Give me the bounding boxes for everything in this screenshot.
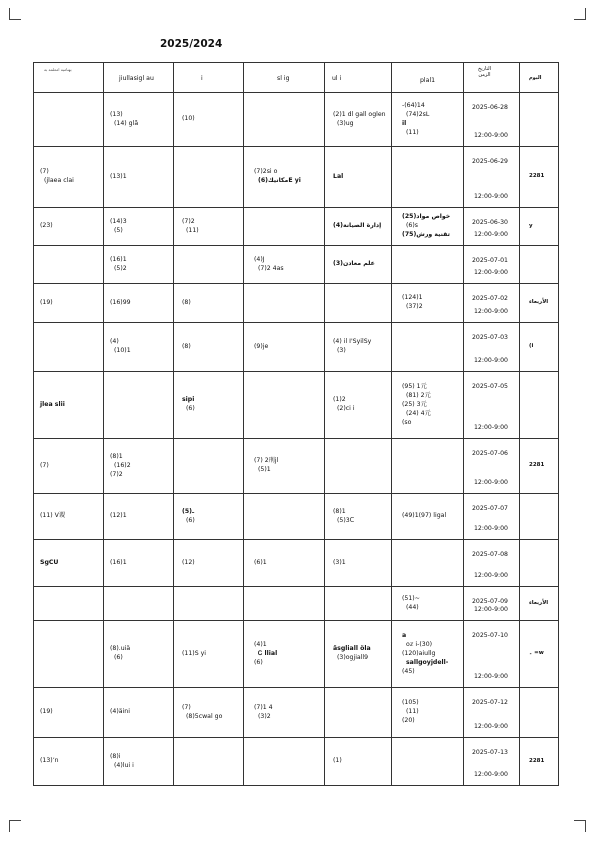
cell-entry: (3)ug: [337, 119, 354, 127]
cell-entry: sallgoyjdell-: [406, 658, 449, 666]
schedule-cell: [325, 323, 392, 372]
exam-date: 2025-07-05: [472, 383, 508, 390]
day-cell: [520, 494, 559, 540]
schedule-cell: [244, 284, 325, 323]
cell-entry: (19): [40, 298, 53, 306]
cell-entry: (16)1: [110, 255, 127, 263]
schedule-cell: [392, 147, 464, 208]
exam-time: 12:00-9:00: [474, 193, 508, 200]
header-cell: [244, 63, 325, 93]
schedule-cell: [325, 246, 392, 284]
day-label: 2281: [529, 462, 545, 468]
cell-entry: (49)1(97) ligal: [402, 512, 447, 519]
schedule-cell: [325, 147, 392, 208]
cell-entry: (6): [186, 516, 195, 524]
cell-entry: (25) 3元: [402, 400, 427, 408]
cell-entry: (7) 2刑jl: [254, 457, 279, 464]
schedule-cell: [392, 93, 464, 147]
header-label: التاريخ الزمن: [478, 66, 491, 78]
schedule-cell: [34, 540, 104, 587]
schedule-cell: [104, 372, 174, 439]
cell-entry: (13): [110, 110, 123, 118]
schedule-cell: [104, 323, 174, 372]
exam-time: 12:00-9:00: [474, 525, 508, 532]
schedule-cell: [104, 284, 174, 323]
schedule-cell: [244, 738, 325, 786]
cell-entry: (105): [402, 699, 419, 706]
cell-entry: (5): [114, 226, 123, 234]
schedule-cell: [104, 540, 174, 587]
table-row: [34, 284, 559, 323]
table-row: [34, 208, 559, 246]
cell-entry: ãsgliall öla: [333, 645, 371, 652]
schedule-cell: [34, 621, 104, 688]
schedule-cell: [325, 284, 392, 323]
cell-entry: (11)S yi: [182, 649, 206, 657]
cell-entry: (4)lui i: [114, 761, 134, 769]
exam-date: 2025-06-28: [472, 104, 508, 111]
cell-entry: (20): [402, 717, 415, 724]
cell-entry: (13)1: [110, 172, 127, 180]
cell-entry: (45): [402, 667, 415, 675]
date-cell: [464, 147, 520, 208]
schedule-cell: [104, 93, 174, 147]
header-label: sl ig: [277, 75, 290, 82]
schedule-cell: [174, 688, 244, 738]
cell-entry: (1): [333, 757, 342, 764]
cell-entry: مكانيك(6)E yi: [258, 177, 301, 184]
schedule-cell: [174, 494, 244, 540]
schedule-cell: [392, 208, 464, 246]
table-row: [34, 439, 559, 494]
schedule-cell: [174, 323, 244, 372]
cell-entry: (81) 2元: [406, 391, 431, 399]
table-row: [34, 372, 559, 439]
exam-date: 2025-07-07: [472, 505, 508, 512]
day-label: 2281: [529, 173, 545, 179]
schedule-cell: [325, 208, 392, 246]
schedule-cell: [392, 494, 464, 540]
exam-date: 2025-07-10: [472, 632, 508, 639]
schedule-cell: [104, 439, 174, 494]
schedule-cell: [34, 738, 104, 786]
schedule-cell: [325, 738, 392, 786]
date-cell: [464, 439, 520, 494]
day-cell: [520, 208, 559, 246]
exam-time: 12:00-9:00: [474, 308, 508, 315]
cell-entry: (3)2: [258, 712, 271, 720]
cell-entry: (7): [182, 703, 191, 711]
cell-entry: -(64)14: [402, 101, 425, 109]
schedule-cell: [174, 208, 244, 246]
table-row: [34, 323, 559, 372]
cell-entry: (16)99: [110, 298, 131, 306]
date-cell: [464, 494, 520, 540]
schedule-cell: [34, 246, 104, 284]
cell-entry: (24) 4元: [406, 409, 431, 417]
day-label: 2281: [529, 757, 545, 764]
cell-entry: (8): [182, 298, 191, 306]
cell-entry: (13)ʼn: [40, 757, 59, 764]
cell-entry: (12): [182, 558, 195, 566]
cell-entry: (7)2 4as: [258, 264, 284, 272]
cell-entry: (11): [406, 708, 419, 715]
cell-entry: (8)1: [333, 507, 346, 515]
schedule-cell: [392, 439, 464, 494]
schedule-cell: [174, 147, 244, 208]
schedule-cell: [392, 372, 464, 439]
cell-entry: (1)2: [333, 396, 346, 403]
schedule-cell: [104, 208, 174, 246]
cell-entry: (so: [402, 418, 412, 426]
date-cell: [464, 284, 520, 323]
cell-entry: تقنية ورش(75): [402, 231, 450, 238]
day-cell: [520, 147, 559, 208]
cell-entry: (2)1 dl gall oglen: [333, 110, 386, 118]
date-cell: [464, 621, 520, 688]
cell-entry: (8).uiä: [110, 645, 131, 652]
cell-entry: (120)aiullg: [402, 649, 436, 657]
exam-date: 2025-07-01: [472, 257, 508, 264]
cell-entry: (14) glã: [114, 119, 139, 127]
cell-entry: (37)2: [406, 303, 423, 310]
schedule-cell: [104, 587, 174, 621]
schedule-cell: [174, 621, 244, 688]
cell-entry: (11): [406, 128, 419, 136]
header-label: ul i: [332, 75, 342, 82]
schedule-cell: [174, 738, 244, 786]
date-cell: [464, 93, 520, 147]
day-label: ۔ =w: [529, 650, 544, 656]
day-label: y: [529, 222, 533, 229]
cell-entry: (6)1: [254, 558, 267, 566]
header-cell: [34, 63, 104, 93]
schedule-cell: [244, 93, 325, 147]
exam-date: 2025-07-13: [472, 749, 508, 756]
cell-entry: (10): [182, 115, 195, 122]
header-label: اليوم: [529, 75, 542, 81]
schedule-cell: [174, 439, 244, 494]
day-cell: [520, 246, 559, 284]
table-row: [34, 688, 559, 738]
crop-mark: [585, 820, 586, 832]
crop-mark: [574, 820, 586, 821]
schedule-cell: [104, 621, 174, 688]
exam-date: 2025-07-08: [472, 551, 508, 558]
schedule-cell: [174, 93, 244, 147]
cell-entry: (16)1: [110, 558, 127, 566]
schedule-cell: [34, 372, 104, 439]
day-label: الأربعاء: [529, 299, 549, 305]
header-cell: [325, 63, 392, 93]
cell-entry: (3)1: [333, 558, 346, 566]
header-cell: [464, 63, 520, 93]
schedule-cell: [392, 587, 464, 621]
exam-time: 12:00-9:00: [474, 479, 508, 486]
cell-entry: (5)1: [258, 466, 271, 473]
crop-mark: [9, 820, 21, 821]
cell-entry: (6): [114, 654, 123, 661]
cell-entry: (5)3ᑕ: [337, 516, 355, 524]
exam-schedule-table: [33, 62, 559, 786]
cell-entry: (11): [186, 226, 199, 234]
cell-entry: (jlaea clai: [44, 177, 74, 184]
cell-entry: (6)s: [406, 222, 418, 229]
header-label: plal1: [420, 77, 436, 84]
exam-time: 12:00-9:00: [474, 231, 508, 238]
cell-entry: (7)2si o: [254, 168, 278, 175]
day-cell: [520, 688, 559, 738]
cell-entry: (4)1: [254, 640, 267, 648]
schedule-cell: [244, 540, 325, 587]
crop-mark: [9, 820, 10, 832]
date-cell: [464, 372, 520, 439]
schedule-cell: [325, 93, 392, 147]
cell-entry: (8)1: [110, 452, 123, 460]
day-cell: [520, 439, 559, 494]
schedule-cell: [104, 246, 174, 284]
header-label: jiullasigl au: [119, 75, 154, 82]
cell-entry: إدارة الصيانة(4): [333, 222, 382, 229]
header-cell: [392, 63, 464, 93]
cell-entry: علم معادن(3): [333, 260, 375, 267]
day-cell: [520, 284, 559, 323]
table-row: [34, 540, 559, 587]
schedule-cell: [325, 621, 392, 688]
day-label: (i: [529, 343, 534, 349]
schedule-cell: [34, 208, 104, 246]
exam-time: 12:00-9:00: [474, 269, 508, 276]
schedule-cell: [244, 246, 325, 284]
schedule-cell: [34, 494, 104, 540]
exam-time: 12:00-9:00: [474, 606, 508, 613]
exam-time: 12:00-9:00: [474, 771, 508, 778]
day-cell: [520, 540, 559, 587]
day-cell: [520, 738, 559, 786]
day-cell: [520, 372, 559, 439]
cell-entry: (74)2sL: [406, 110, 430, 118]
schedule-cell: [244, 208, 325, 246]
crop-mark: [574, 19, 586, 20]
crop-mark: [9, 19, 21, 20]
schedule-cell: [34, 284, 104, 323]
date-cell: [464, 323, 520, 372]
schedule-cell: [34, 147, 104, 208]
cell-entry: (3)ogjiall9: [337, 654, 369, 661]
table-row: [34, 93, 559, 147]
cell-entry: (7): [40, 461, 49, 469]
cell-entry: a: [402, 631, 407, 639]
schedule-cell: [244, 621, 325, 688]
schedule-cell: [104, 494, 174, 540]
cell-entry: (12)1: [110, 512, 127, 519]
schedule-cell: [244, 323, 325, 372]
table-row: [34, 246, 559, 284]
header-label: i: [201, 75, 203, 82]
cell-entry: (51)~: [402, 594, 420, 602]
table-row: [34, 738, 559, 786]
date-cell: [464, 587, 520, 621]
cell-entry: (19): [40, 708, 53, 715]
day-cell: [520, 621, 559, 688]
exam-time: 12:00-9:00: [474, 673, 508, 680]
schedule-cell: [244, 688, 325, 738]
cell-entry: il: [402, 119, 407, 127]
cell-entry: sipi: [182, 396, 195, 403]
cell-entry: (3): [337, 347, 346, 354]
cell-entry: (23): [40, 222, 53, 229]
cell-entry: (7)2: [110, 470, 123, 478]
header-cell: [174, 63, 244, 93]
cell-entry: o𝕫 i-(30): [406, 640, 433, 648]
date-cell: [464, 738, 520, 786]
exam-date: 2025-07-09: [472, 598, 508, 605]
cell-entry: (7)1 4: [254, 703, 273, 711]
cell-entry: (10)1: [114, 347, 131, 354]
header-cell: [520, 63, 559, 93]
schedule-cell: [34, 688, 104, 738]
schedule-cell: [34, 323, 104, 372]
cell-entry: (8)i: [110, 752, 121, 760]
schedule-cell: [174, 284, 244, 323]
cell-entry: (2)ci i: [337, 405, 355, 412]
schedule-cell: [325, 688, 392, 738]
exam-date: 2025-07-06: [472, 450, 508, 457]
exam-time: 12:00-9:00: [474, 357, 508, 364]
schedule-cell: [244, 372, 325, 439]
schedule-cell: [244, 147, 325, 208]
day-cell: [520, 93, 559, 147]
schedule-cell: [104, 738, 174, 786]
cell-entry: (5)2: [114, 264, 127, 272]
header-label: بهنامیه امعلمه به: [44, 67, 72, 72]
table-row: [34, 587, 559, 621]
day-cell: [520, 587, 559, 621]
cell-entry: (14)3: [110, 217, 127, 225]
schedule-cell: [244, 439, 325, 494]
schedule-cell: [392, 323, 464, 372]
cell-entry: (6): [186, 405, 195, 412]
schedule-cell: [34, 587, 104, 621]
cell-entry: (16)2: [114, 461, 131, 469]
schedule-cell: [392, 246, 464, 284]
schedule-cell: [325, 587, 392, 621]
schedule-cell: [325, 540, 392, 587]
cell-entry: (7)2: [182, 217, 195, 225]
cell-entry: (124)1: [402, 294, 423, 301]
schedule-cell: [392, 688, 464, 738]
date-cell: [464, 246, 520, 284]
cell-entry: Ꮯ llial: [258, 649, 278, 657]
header-cell: [104, 63, 174, 93]
exam-date: 2025-07-12: [472, 699, 508, 706]
cell-entry: (7): [40, 168, 49, 175]
schedule-cell: [174, 540, 244, 587]
exam-time: 12:00-9:00: [474, 424, 508, 431]
schedule-cell: [392, 284, 464, 323]
schedule-cell: [34, 93, 104, 147]
table-row: [34, 621, 559, 688]
date-cell: [464, 208, 520, 246]
cell-entry: (44): [406, 603, 419, 611]
table-row: [34, 147, 559, 208]
schedule-cell: [392, 738, 464, 786]
day-label: الأربعاء: [529, 599, 549, 606]
cell-entry: (4): [110, 338, 119, 345]
exam-date: 2025-07-03: [472, 334, 508, 341]
exam-date: 2025-06-29: [472, 158, 508, 165]
schedule-cell: [392, 621, 464, 688]
cell-entry: (8): [182, 342, 191, 350]
schedule-cell: [174, 587, 244, 621]
cell-entry: (4) il I'SyilSy: [333, 338, 372, 345]
cell-entry: (5)ـ: [182, 507, 195, 515]
exam-time: 12:00-9:00: [474, 132, 508, 139]
schedule-cell: [325, 439, 392, 494]
schedule-cell: [325, 372, 392, 439]
schedule-cell: [325, 494, 392, 540]
schedule-cell: [174, 246, 244, 284]
cell-entry: (8)5cwal go: [186, 712, 223, 720]
cell-entry: SgCU: [40, 558, 59, 566]
cell-entry: خواص مواد(25): [402, 213, 451, 220]
exam-time: 12:00-9:00: [474, 723, 508, 730]
schedule-cell: [104, 688, 174, 738]
schedule-cell: [244, 587, 325, 621]
exam-time: 12:00-9:00: [474, 572, 508, 579]
schedule-cell: [174, 372, 244, 439]
cell-entry: (9)je: [254, 342, 269, 350]
exam-date: 2025-06-30: [472, 219, 508, 226]
schedule-cell: [392, 540, 464, 587]
exam-date: 2025-07-02: [472, 295, 508, 302]
cell-entry: (6): [254, 658, 263, 666]
header-row: [34, 63, 559, 93]
cell-entry: Lal: [333, 172, 344, 180]
schedule-cell: [104, 147, 174, 208]
cell-entry: jlea slii: [40, 400, 65, 408]
cell-entry: (11) V谡: [40, 512, 66, 519]
table-row: [34, 494, 559, 540]
schedule-cell: [34, 439, 104, 494]
page-title: 2025/2024: [160, 38, 223, 50]
cell-entry: (95) 1元: [402, 382, 427, 390]
day-cell: [520, 323, 559, 372]
schedule-cell: [244, 494, 325, 540]
date-cell: [464, 688, 520, 738]
date-cell: [464, 540, 520, 587]
cell-entry: (4)äini: [110, 708, 130, 715]
cell-entry: (4)J: [254, 255, 265, 263]
